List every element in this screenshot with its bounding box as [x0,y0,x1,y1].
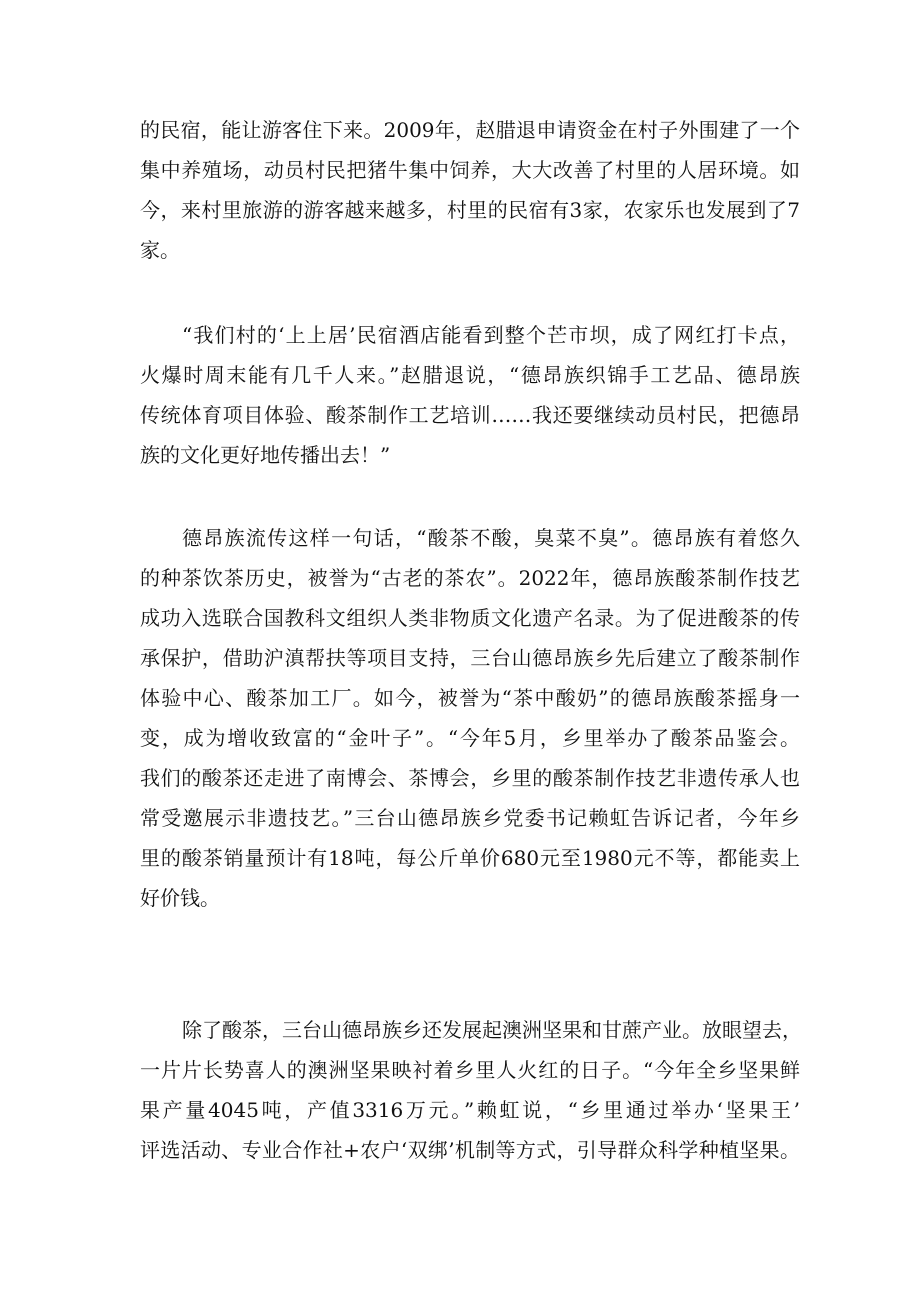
paragraph-line: 变，成为增收致富的“金叶子”。“今年5月，乡里举办了酸茶品鉴会。 [140,726,800,750]
paragraph-line: 体验中心、酸茶加工厂。如今，被誉为“茶中酸奶”的德昂族酸茶摇身一 [140,686,800,710]
paragraph-line: 德昂族流传这样一句话，“酸茶不酸，臭菜不臭”。德昂族有着悠久 [182,526,800,550]
paragraph-line: 常受邀展示非遗技艺。”三台山德昂族乡党委书记赖虹告诉记者，今年乡 [140,806,800,830]
paragraph-line: 我们的酸茶还走进了南博会、茶博会，乡里的酸茶制作技艺非遗传承人也 [140,766,800,790]
paragraph-line: 今，来村里旅游的游客越来越多，村里的民宿有3家，农家乐也发展到了7 [140,198,800,222]
paragraph-line: 族的文化更好地传播出去！” [140,443,391,467]
paragraph-line: 好价钱。 [140,886,220,910]
paragraph-line: 家。 [140,238,180,262]
paragraph-line: 果产量4045吨，产值3316万元。”赖虹说，“乡里通过举办‘坚果王’ [140,1098,800,1122]
paragraph-line: 集中养殖场，动员村民把猪牛集中饲养，大大改善了村里的人居环境。如 [140,158,800,182]
paragraph-line: 传统体育项目体验、酸茶制作工艺培训……我还要继续动员村民，把德昂 [140,403,800,427]
paragraph-line: 的种茶饮茶历史，被誉为“古老的茶农”。2022年，德昂族酸茶制作技艺 [140,566,800,590]
paragraph-line: “我们村的‘上上居’民宿酒店能看到整个芒市坝，成了网红打卡点， [182,323,800,347]
paragraph-line: 里的酸茶销量预计有18吨，每公斤单价680元至1980元不等，都能卖上 [140,846,800,870]
paragraph-line: 评选活动、专业合作社+农户‘双绑’机制等方式，引导群众科学种植坚果。 [140,1138,800,1162]
paragraph-line: 一片片长势喜人的澳洲坚果映衬着乡里人火红的日子。“今年全乡坚果鲜 [140,1058,800,1082]
paragraph-line: 成功入选联合国教科文组织人类非物质文化遗产名录。为了促进酸茶的传 [140,606,800,630]
paragraph-line: 承保护，借助沪滇帮扶等项目支持，三台山德昂族乡先后建立了酸茶制作 [140,646,800,670]
paragraph-line: 火爆时周末能有几千人来。”赵腊退说，“德昂族织锦手工艺品、德昂族 [140,363,800,387]
paragraph-line: 的民宿，能让游客住下来。2009年，赵腊退申请资金在村子外围建了一个 [140,118,800,142]
paragraph-line: 除了酸茶，三台山德昂族乡还发展起澳洲坚果和甘蔗产业。放眼望去， [182,1018,802,1042]
